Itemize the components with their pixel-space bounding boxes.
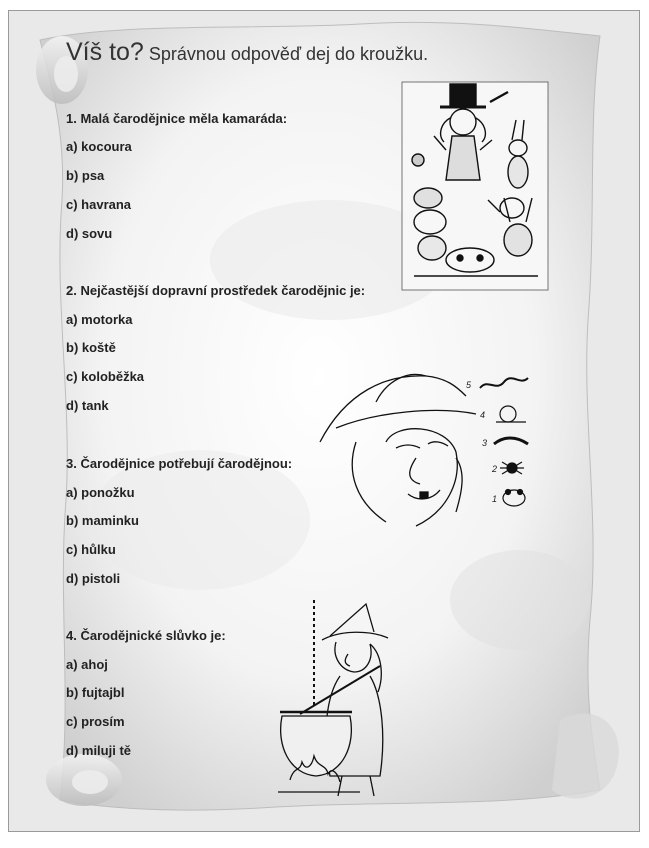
question-1-option-a[interactable]: a) kocoura [66,139,132,154]
question-1: 1. Malá čarodějnice měla kamaráda: [66,111,288,126]
recipe-number-2: 2 [492,464,498,474]
recipe-number-1: 1 [492,494,498,504]
question-2-option-d[interactable]: d) tank [66,398,109,413]
witch-with-cauldron-illustration [270,596,410,806]
title-lead: Víš to? [66,38,144,66]
page-title [66,38,428,67]
witch-face-with-recipe-illustration [316,362,546,532]
question-3-option-c[interactable]: c) hůlku [66,542,116,557]
recipe-number-4: 4 [480,410,486,420]
question-4-option-c[interactable]: c) prosím [66,714,125,729]
question-2-option-c[interactable]: c) koloběžka [66,369,145,384]
little-witch-with-animals-illustration [400,80,550,292]
question-4-option-b[interactable]: b) fujtajbl [66,685,125,700]
recipe-number-5: 5 [466,380,472,390]
recipe-number-3: 3 [482,438,488,448]
question-1-option-c[interactable]: c) havrana [66,197,132,212]
question-4: 4. Čarodějnické slůvko je: [66,628,226,643]
question-3: 3. Čarodějnice potřebují čarodějnou: [66,456,293,471]
question-2: 2. Nejčastější dopravní prostředek čarodějnic je: [66,283,366,298]
question-1-option-b[interactable]: b) psa [66,168,105,183]
question-2-option-b[interactable]: b) koště [66,340,116,355]
question-4-option-d[interactable]: d) miluji tě [66,743,131,758]
question-1-option-d[interactable]: d) sovu [66,226,113,241]
question-3-option-d[interactable]: d) pistoli [66,571,121,586]
question-2-option-a[interactable]: a) motorka [66,312,133,327]
question-3-option-b[interactable]: b) maminku [66,513,139,528]
question-3-option-a[interactable]: a) ponožku [66,485,135,500]
title-instruction: Správnou odpověď dej do kroužku. [143,44,429,64]
question-4-option-a[interactable]: a) ahoj [66,657,108,672]
